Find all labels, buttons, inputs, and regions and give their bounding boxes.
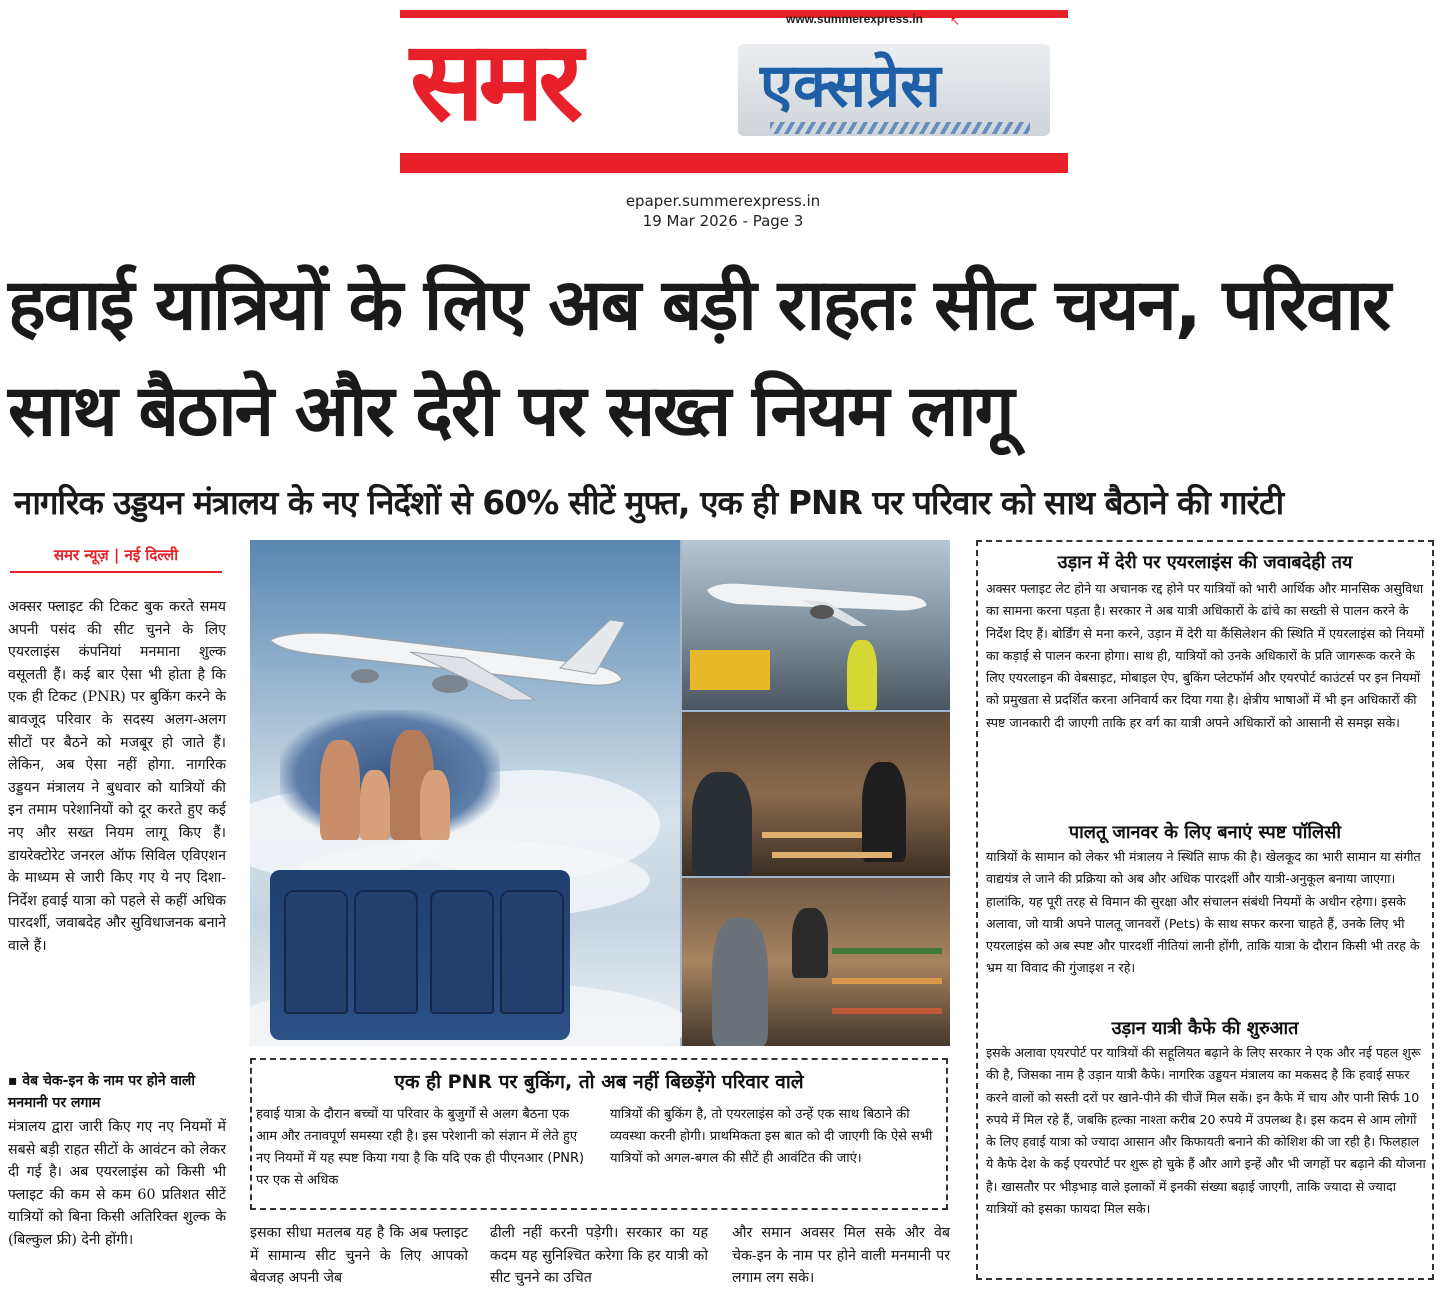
airport-tarmac-photo [682, 540, 950, 710]
boxed-section-right-text: यात्रियों की बुकिंग है, तो एयरलाइंस को उन्हें एक साथ बिठाने की व्यवस्था करनी होगी। प्राथमिकता इस बात को दी जाएगी कि ऐसे सभी यात्रियों को अगल-बगल की सीटें ही आवंटित की जाएं। [610, 1107, 933, 1166]
byline: समर न्यूज़ | नई दिल्ली [10, 545, 222, 573]
article-column-2: ढीली नहीं करनी पड़ेगी। सरकार का यह कदम यह सुनिश्चित करेगा कि हर यात्री को सीट चुनने का उचित [490, 1225, 708, 1287]
sidebar-text-pets: यात्रियों के सामान को लेकर भी मंत्रालय ने स्थिति साफ की है। खेलकूद का भारी सामान या संगीत वाद्ययंत्र ले जाने की प्रक्रिया को अब और अधिक पारदर्शी और यात्री-अनुकूल बनाया जाएगा। हालांकि, यह पूरी तरह से विमान की सुरक्षा और संचालन संबंधी नियमों के अधीन रहेगा। इसके अलावा, जो यात्री अपने पालतू जानवरों (Pets) के साथ सफर करना चाहते हैं, उनके लिए भी एयरलाइंस को अब स्पष्ट और पारदर्शी नीतियां लानी होंगी, ताकि यात्रा के दौरान किसी भी तरह के भ्रम या विवाद की गुंजाइश न रहे। [986, 849, 1421, 976]
airplane-icon [260, 600, 640, 710]
sidebar-title-delay: उड़ान में देरी पर एयरलाइंस की जवाबदेही तय [1057, 552, 1353, 573]
masthead-website[interactable]: www.summerexpress.in [786, 12, 923, 26]
page-title: हवाई यात्रियों के लिए अब बड़ी राहतः सीट चयन, परिवार साथ बैठाने और देरी पर सख्त नियम लागू [8, 263, 1390, 452]
cafe-counter-photo-2 [682, 878, 950, 1046]
masthead-bottom-bar [400, 153, 1068, 173]
family-photo [280, 710, 500, 840]
epaper-url[interactable]: epaper.summerexpress.in [625, 192, 821, 210]
boxed-section-left-text: हवाई यात्रा के दौरान बच्चों या परिवार के बुजुर्गों से अलग बैठना एक आम और तनावपूर्ण समस्या रही है। इस परेशानी को संज्ञान में लेते हुए नए नियमों में यह स्पष्ट किया गया है कि यदि एक ही पीएनआर (PNR) पर एक से अधिक [256, 1107, 585, 1188]
boxed-section-title: एक ही PNR पर बुकिंग, तो अब नहीं बिछड़ेंगे परिवार वाले [394, 1071, 804, 1093]
article-photo-collage [250, 540, 950, 1046]
cafe-counter-photo-1 [682, 712, 950, 876]
masthead-brand-left: समर [410, 17, 578, 145]
cursor-arrow-icon: ↖ [950, 14, 961, 28]
subheadline: नागरिक उड्डयन मंत्रालय के नए निर्देशों से 60% सीटें मुफ्त, एक ही PNR पर परिवार को साथ बैठाने की गारंटी [14, 483, 1284, 522]
cabin-seats-photo [270, 870, 570, 1040]
parked-airplane-icon [702, 560, 932, 630]
article-paragraph-1: अक्सर फ्लाइट की टिकट बुक करते समय अपनी पसंद की सीट चुनने के लिए एयरलाइंस कंपनियां मनमाना शुल्क वसूलती हैं। कई बार ऐसा भी होता है कि एक ही टिकट (PNR) पर बुकिंग करने के बावजूद परिवार के सदस्य अलग-अलग सीटों पर बैठने को मजबूर हो जाते हैं। लेकिन, अब ऐसा नहीं होगा. नागरिक उड्डयन मंत्रालय ने बुधवार को यात्रियों की इन तमाम परेशानियों को दूर करते हुए कई नए और सख्त नियम लागू किए हैं। डायरेक्टोरेट जनरल ऑफ सिविल एविएशन के माध्यम से जारी किए गए ये नए दिशा-निर्देश हवाई यात्रा को पहले से कहीं अधिक पारदर्शी, जवाबदेह और सुविधाजनक बनाने वाले हैं। [8, 599, 226, 954]
article-column-1: इसका सीधा मतलब यह है कि अब फ्लाइट में सामान्य सीट चुनने के लिए आपको बेवजह अपनी जेब [250, 1225, 468, 1287]
article-column-3: और समान अवसर मिल सके और वेब चेक-इन के नाम पर होने वाली मनमानी पर लगाम लग सके। [732, 1225, 950, 1287]
sidebar-text-delay: अक्सर फ्लाइट लेट होने या अचानक रद्द होने पर यात्रियों को भारी आर्थिक और मानसिक असुविधा का सामना करना पड़ता है। सरकार ने अब यात्री अधिकारों के ढांचे का सख्ती से पालन करने के निर्देश दिए हैं। बोर्डिंग से मना करने, उड़ान में देरी या कैंसिलेशन की स्थिति में एयरलाइंस को नियमों का कड़ाई से पालन करना होगा। साथ ही, यात्रियों को उनके अधिकारों के प्रति जागरूक करने के लिए एयरलाइन की वेबसाइट, मोबाइल ऐप, बुकिंग प्लेटफॉर्म और एयरपोर्ट काउंटर्स पर इन नियमों को प्रमुखता से प्रदर्शित करना अनिवार्य कर दिया गया है। क्षेत्रीय भाषाओं में भी इन अधिकारों की स्पष्ट जानकारी दी जाएगी ताकि हर वर्ग का यात्री अपने अधिकारों को आसानी से समझ सके। [986, 581, 1425, 730]
article-subheading: ▪ वेब चेक-इन के नाम पर होने वाली मनमानी पर लगाम [8, 1073, 196, 1111]
masthead-brand-right: एक्सप्रेस [760, 51, 941, 121]
sidebar-text-cafe: इसके अलावा एयरपोर्ट पर यात्रियों की सहूलियत बढ़ाने के लिए सरकार ने एक और नई पहल शुरू की है, जिसका नाम है उड़ान यात्री कैफे। नागरिक उड्डयन मंत्रालय का मकसद है कि हवाई सफर करने वालों को सस्ती दरों पर खाने-पीने की चीजें मिल सकें। इन कैफे में चाय और पानी सिर्फ 10 रुपये में मिल रहे हैं, जबकि हल्का नाश्ता करीब 20 रुपये में उपलब्ध है। इस कदम से आम लोगों के लिए हवाई यात्रा को ज्यादा आसान और किफायती बनाने की कोशिश की जा रही है। फिलहाल ये कैफे देश के कई एयरपोर्ट पर शुरू हो चुके हैं और आगे इन्हें और भी जगहों पर बढ़ाने की योजना है। खासतौर पर भीड़भाड़ वाले इलाकों में इनकी संख्या बढ़ाई जाएगी, ताकि ज्यादा से ज्यादा यात्रियों को इसका फायदा मिल सके। [986, 1045, 1426, 1217]
edition-date-page: 19 Mar 2026 - Page 3 [642, 212, 804, 230]
sidebar-title-pets: पालतू जानवर के लिए बनाएं स्पष्ट पॉलिसी [1068, 822, 1342, 843]
sidebar-title-cafe: उड़ान यात्री कैफे की शुरुआत [1111, 1018, 1299, 1039]
article-paragraph-2: मंत्रालय द्वारा जारी किए गए नए नियमों में सबसे बड़ी राहत सीटों के आवंटन को लेकर दी गई है। अब एयरलाइंस को किसी भी फ्लाइट की कम से कम 60 प्रतिशत सीटें यात्रियों को बिना किसी अतिरिक्त शुल्क के (बिल्कुल फ्री) देनी होंगी। [8, 1119, 226, 1248]
